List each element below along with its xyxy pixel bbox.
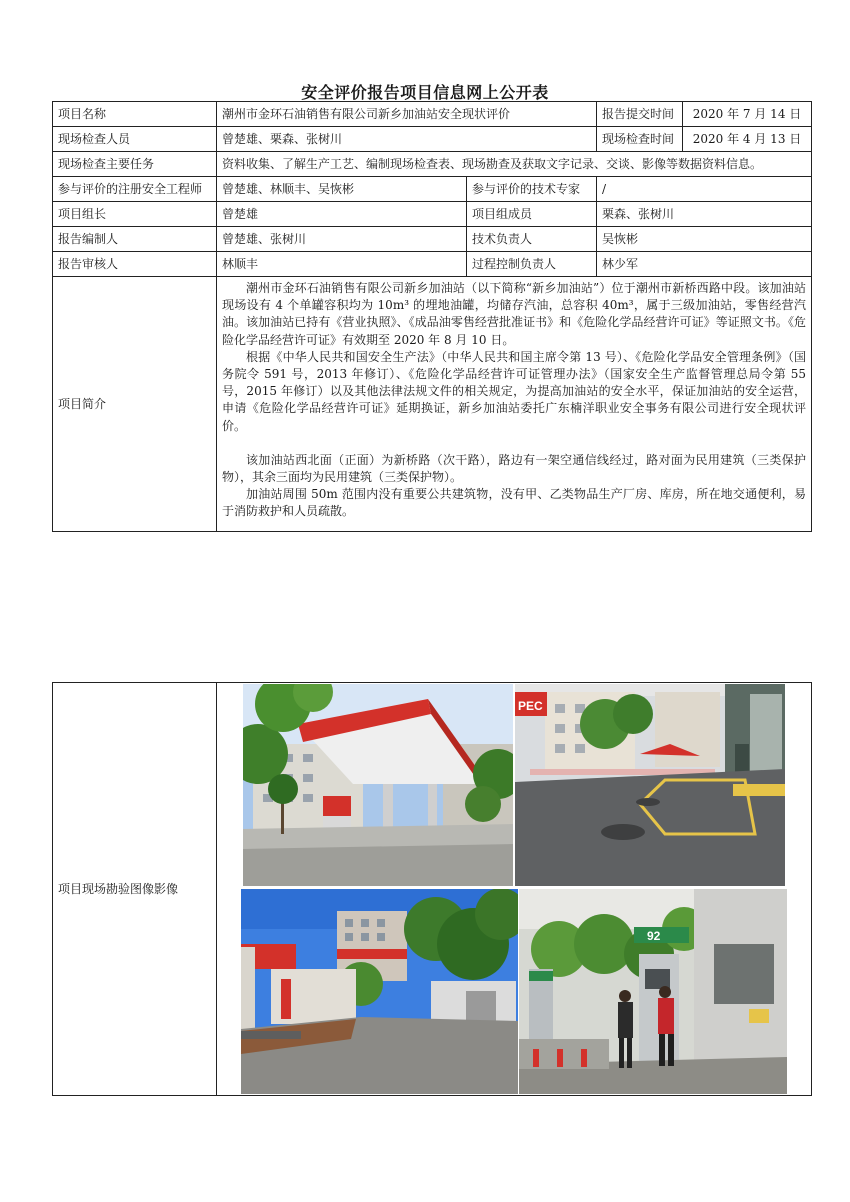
photo-table: [52, 682, 812, 1096]
value-inspect-time: 2020 年 4 月 13 日: [683, 127, 812, 152]
page-title: 安全评价报告项目信息网上公开表: [301, 83, 549, 102]
value-members: 栗森、张树川: [597, 202, 812, 227]
row-tasks: [53, 152, 812, 177]
label-photos: 项目现场勘验图像影像: [53, 683, 217, 1096]
label-inspectors: 现场检查人员: [53, 127, 217, 152]
value-project-name: 潮州市金环石油销售有限公司新乡加油站安全现状评价: [217, 102, 597, 127]
info-table: [52, 101, 812, 532]
label-compiler: 报告编制人: [53, 227, 217, 252]
photo-sign-92: 92: [647, 929, 661, 943]
intro-paragraph-4: 加油站周围 50m 范围内没有重要公共建筑物，没有甲、乙类物品生产厂房、库房，所在地交通便利，易于消防救护和人员疏散。: [222, 487, 807, 519]
value-tasks: 资料收集、了解生产工艺、编制现场检查表、现场勘查及获取文字记录、交谈、影像等数据资料信息。: [217, 152, 812, 177]
row-leader: [53, 202, 812, 227]
label-inspect-time: 现场检查时间: [597, 127, 683, 152]
label-intro: 项目简介: [53, 277, 217, 532]
label-project-name: 项目名称: [53, 102, 217, 127]
value-compiler: 曾楚雄、张树川: [217, 227, 467, 252]
photo-forecourt: [515, 684, 785, 886]
photo-pump-island: [519, 889, 787, 1094]
value-engineers: 曾楚雄、林顺丰、吴恢彬: [217, 177, 467, 202]
value-reviewer: 林顺丰: [217, 252, 467, 277]
row-reviewer: [53, 252, 812, 277]
label-reviewer: 报告审核人: [53, 252, 217, 277]
photo-side-building: [241, 889, 518, 1094]
row-inspectors: [53, 127, 812, 152]
intro-content: [217, 277, 812, 532]
label-tech-lead: 技术负责人: [467, 227, 597, 252]
value-process-lead: 林少军: [597, 252, 812, 277]
value-tech-lead: 吴恢彬: [597, 227, 812, 252]
row-project-name: [53, 102, 812, 127]
row-photos: [53, 683, 812, 1096]
value-submit-time: 2020 年 7 月 14 日: [683, 102, 812, 127]
label-tasks: 现场检查主要任务: [53, 152, 217, 177]
intro-paragraph-1: 潮州市金环石油销售有限公司新乡加油站（以下简称“新乡加油站”）位于潮州市新桥西路中段。该加油站现场设有 4 个单罐容积均为 10m³ 的埋地油罐，均储存汽油，总容积 40m³，属于三级加油站，零售经营汽油。该加油站已持有《营业执照》、《成品油零售经营批准证书》和《危险化学品经营许可证》等证照文书。《危险化学品经营许可证》有效期至 2020 年 8 月 10 日。: [222, 281, 807, 347]
row-intro: [53, 277, 812, 532]
value-inspectors: 曾楚雄、栗森、张树川: [217, 127, 597, 152]
intro-paragraph-3: 该加油站西北面（正面）为新桥路（次干路），路边有一架空通信线经过，路对面为民用建筑（三类保护物），其余三面均为民用建筑（三类保护物）。: [222, 452, 807, 485]
value-leader: 曾楚雄: [217, 202, 467, 227]
photo-station-canopy: [243, 684, 513, 886]
row-engineers: [53, 177, 812, 202]
value-experts: /: [597, 177, 812, 202]
label-submit-time: 报告提交时间: [597, 102, 683, 127]
label-leader: 项目组长: [53, 202, 217, 227]
label-engineers: 参与评价的注册安全工程师: [53, 177, 217, 202]
intro-paragraph-2: 根据《中华人民共和国安全生产法》（中华人民共和国主席令第 13 号）、《危险化学品安全管理条例》（国务院令 591 号，2013 年修订）、《危险化学品经营许可证管理办法》（国家安全生产监督管理总局令第 55 号，2015 年修订）以及其他法律法规文件的相关规定，为提高加油站的安全水平，保证加油站的安全运营，申请《危险化学品经营许可证》延期换证，新乡加油站委托广东楠洋职业安全事务有限公司进行安全现状评价。: [222, 349, 807, 433]
photo-sign-pec: PEC: [518, 699, 543, 713]
photo-grid: [217, 683, 811, 1095]
label-members: 项目组成员: [467, 202, 597, 227]
photos-cell: [217, 683, 812, 1096]
label-experts: 参与评价的技术专家: [467, 177, 597, 202]
row-compiler: [53, 227, 812, 252]
label-process-lead: 过程控制负责人: [467, 252, 597, 277]
